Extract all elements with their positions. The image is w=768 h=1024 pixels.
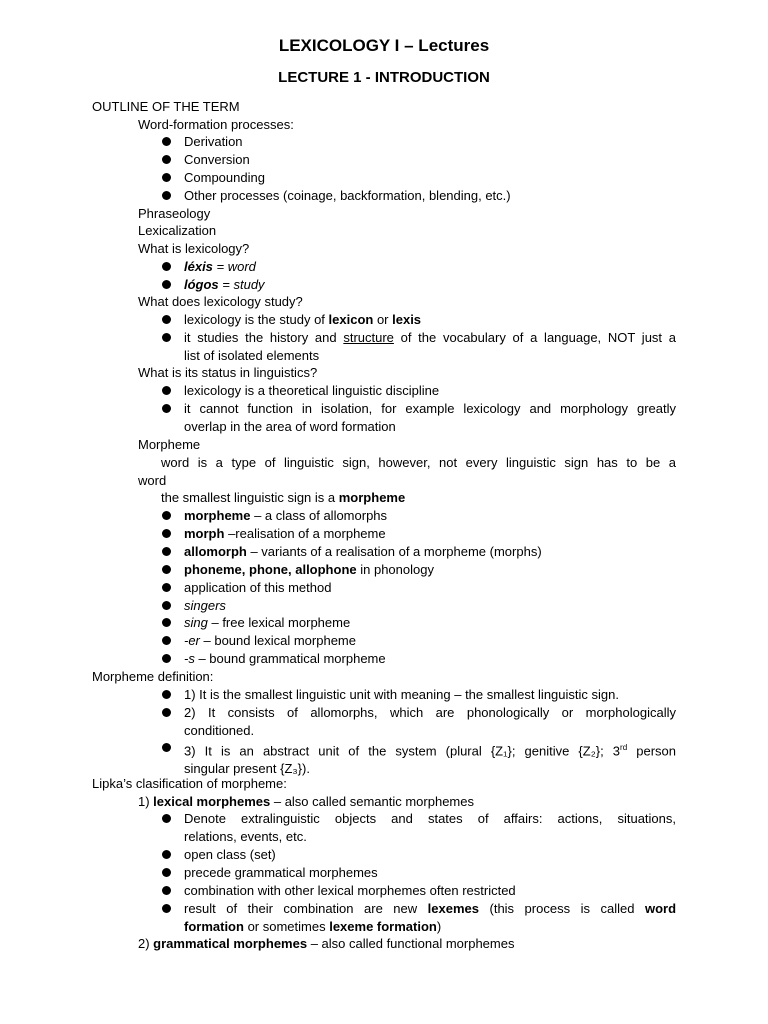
text: of the vocabulary of a language, NOT just a xyxy=(393,330,676,345)
list-item xyxy=(184,543,542,561)
text: result of their combination are new xyxy=(184,901,428,916)
subheading-lexical xyxy=(138,793,474,811)
text: list of isolated elements xyxy=(184,347,320,363)
italic-term: sing xyxy=(184,615,208,630)
heading-lipka: Lipka’s clasification of morpheme: xyxy=(92,776,287,791)
text: overlap in the area of word formation xyxy=(184,418,396,434)
text: – bound grammatical morpheme xyxy=(194,651,386,666)
list-item: Compounding xyxy=(184,170,265,185)
list-item xyxy=(184,276,265,294)
term: léxis xyxy=(184,259,213,274)
heading-morpheme: Morpheme xyxy=(138,437,201,452)
bold-term: lexemes xyxy=(427,901,479,916)
list-item xyxy=(184,632,356,650)
text: in phonology xyxy=(356,562,434,577)
bold-term: lexical morphemes xyxy=(153,794,271,809)
text: the smallest linguistic sign is a xyxy=(161,490,339,505)
word-formation-heading: Word-formation processes: xyxy=(138,117,294,132)
text: – a class of allomorphs xyxy=(250,508,388,523)
list-item: Other processes (coinage, backformation, blending, etc.) xyxy=(184,188,511,203)
list-item: open class (set) xyxy=(184,847,276,862)
text: singular present {Z₃}). xyxy=(184,761,310,777)
list-item xyxy=(184,311,421,329)
text: word is a type of linguistic sign, however, not every linguistic sign has to be a xyxy=(161,455,676,470)
heading-lexicalization: Lexicalization xyxy=(138,223,217,238)
text: relations, events, etc. xyxy=(184,828,307,844)
bold-term: lexeme formation xyxy=(329,918,437,934)
number: 2) xyxy=(138,936,154,951)
italic-term: -s xyxy=(184,651,195,666)
superscript: rd xyxy=(620,743,628,752)
italic-term: singers xyxy=(184,598,226,613)
paragraph xyxy=(161,489,405,507)
bold-term: allomorph xyxy=(184,544,247,559)
list-item: precede grammatical morphemes xyxy=(184,865,378,880)
bold-term: lexicon xyxy=(328,312,374,327)
text: – variants of a realisation of a morpheme (morphs) xyxy=(246,544,542,559)
text: – also called functional morphemes xyxy=(307,936,515,951)
list-item: Conversion xyxy=(184,152,250,167)
bold-term: morpheme xyxy=(338,490,406,505)
list-item xyxy=(184,400,676,436)
text: or xyxy=(373,312,393,327)
text: Denote extralinguistic objects and states of affairs: actions, situations, xyxy=(184,811,676,826)
list-item xyxy=(184,614,350,632)
list-item xyxy=(184,810,676,846)
text: it studies the history and xyxy=(184,330,344,345)
list-item xyxy=(184,597,226,615)
list-item: combination with other lexical morphemes often restricted xyxy=(184,883,516,898)
text: conditioned. xyxy=(184,722,255,738)
subheading-grammatical xyxy=(138,935,514,953)
bold-term: formation xyxy=(184,918,244,934)
bold-term: morph xyxy=(184,526,225,541)
heading-phraseology: Phraseology xyxy=(138,206,211,221)
gloss: = study xyxy=(218,277,265,292)
question-what-study: What does lexicology study? xyxy=(138,294,303,309)
number: 1) xyxy=(138,794,154,809)
list-item xyxy=(184,525,386,543)
document-title: LEXICOLOGY I – Lectures xyxy=(278,36,490,55)
bold-term: word xyxy=(644,901,677,916)
text: –realisation of a morpheme xyxy=(224,526,386,541)
outline-heading: OUTLINE OF THE TERM xyxy=(92,99,240,114)
list-item xyxy=(184,258,256,276)
list-item xyxy=(184,650,386,668)
list-item xyxy=(184,704,676,740)
text: – free lexical morpheme xyxy=(207,615,351,630)
gloss: = word xyxy=(212,259,256,274)
bold-term: morpheme xyxy=(184,508,251,523)
text: it cannot function in isolation, for example lexicology and morphology greatly xyxy=(184,401,676,416)
question-what-is: What is lexicology? xyxy=(138,241,250,256)
bold-term: phoneme, phone, allophone xyxy=(184,562,357,577)
underlined-term: structure xyxy=(343,330,394,345)
list-item: 1) It is the smallest linguistic unit with meaning – the smallest linguistic sign. xyxy=(184,687,619,702)
text: – also called semantic morphemes xyxy=(270,794,474,809)
heading-definition: Morpheme definition: xyxy=(92,669,214,684)
italic-term: -er xyxy=(184,633,200,648)
lecture-title: LECTURE 1 - INTRODUCTION xyxy=(278,69,490,86)
list-item: Derivation xyxy=(184,134,243,149)
text: (this process is called xyxy=(479,901,645,916)
text: person xyxy=(627,743,676,759)
list-item xyxy=(184,900,676,936)
text: lexicology is the study of xyxy=(184,312,329,327)
list-item xyxy=(184,561,434,579)
bold-term: lexis xyxy=(392,312,422,327)
list-item xyxy=(184,329,676,365)
text: ) xyxy=(436,918,442,934)
paragraph xyxy=(138,454,676,490)
list-item: application of this method xyxy=(184,580,332,595)
text: word xyxy=(138,472,167,488)
list-item: lexicology is a theoretical linguistic discipline xyxy=(184,383,440,398)
text: 2) It consists of allomorphs, which are phonologically or morphologically xyxy=(184,705,676,720)
list-item xyxy=(184,739,676,778)
question-status: What is its status in linguistics? xyxy=(138,365,318,380)
bold-term: grammatical morphemes xyxy=(153,936,308,951)
list-item xyxy=(184,507,387,525)
text: 3) It is an abstract unit of the system (plural {Z₁}; genitive {Z₂}; 3 xyxy=(184,743,621,759)
text: – bound lexical morpheme xyxy=(199,633,356,648)
text: or sometimes xyxy=(243,918,330,934)
term: lógos xyxy=(184,277,219,292)
